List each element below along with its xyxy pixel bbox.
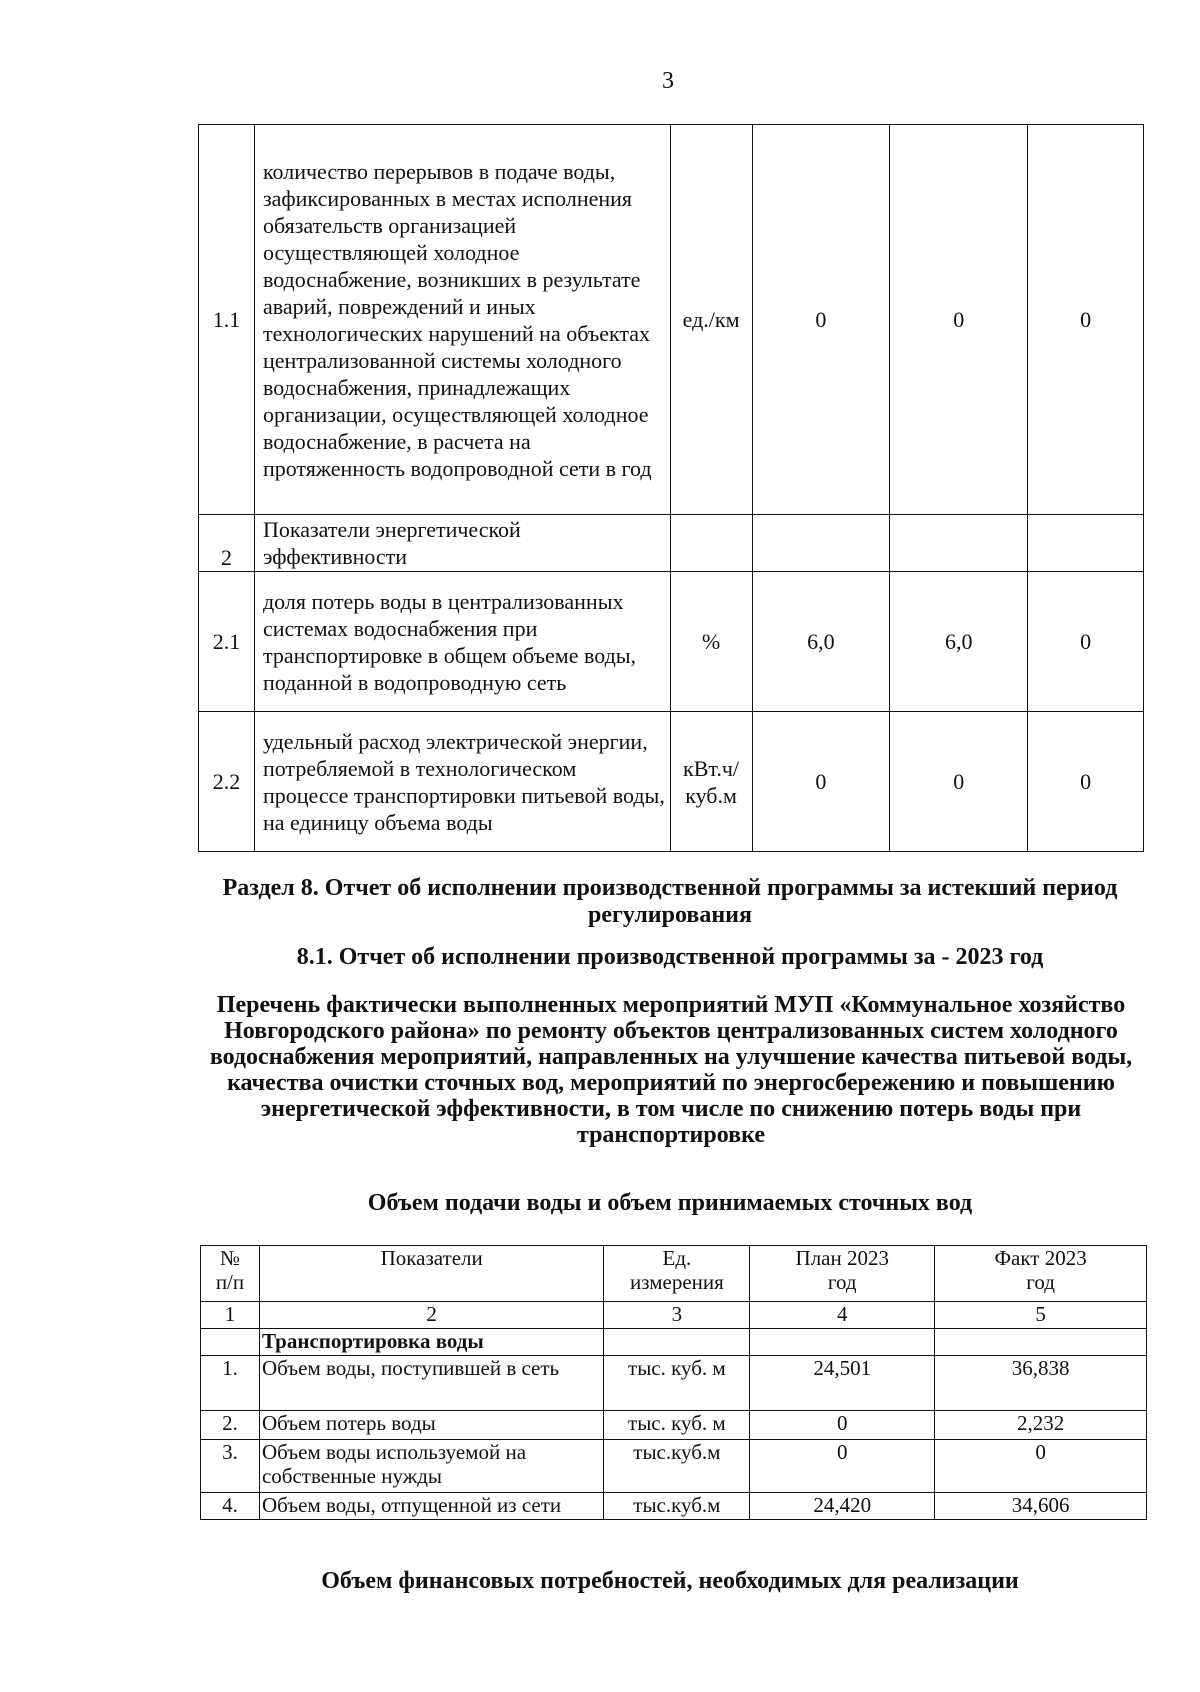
column-number: 2 [259, 1302, 603, 1329]
value-cell: 0 [752, 125, 890, 515]
section-8-title: Раздел 8. Отчет об исполнении производственной программы за истекший период регулирования [222, 875, 1118, 928]
column-number-row [201, 1302, 1147, 1329]
unit-cell: тыс.куб.м [604, 1493, 750, 1520]
value-cell [890, 515, 1028, 572]
plan-value: 24,501 [750, 1356, 935, 1411]
row-number: 4. [201, 1493, 260, 1520]
value-cell: 0 [752, 712, 890, 852]
value-cell [1028, 515, 1144, 572]
table-row [199, 515, 1144, 572]
table-row [201, 1440, 1147, 1493]
unit-cell: % [670, 572, 752, 712]
value-cell: 6,0 [752, 572, 890, 712]
indicator-label: Объем воды используемой на собственные нужды [259, 1440, 603, 1493]
finance-title: Объем финансовых потребностей, необходимых для реализации [321, 1568, 1019, 1594]
unit-cell [670, 515, 752, 572]
fact-value: 0 [935, 1440, 1147, 1493]
water-volume-title: Объем подачи воды и объем принимаемых сточных вод [367, 1190, 973, 1216]
unit-cell: кВт.ч/куб.м [670, 712, 752, 852]
row-number: 2.2 [199, 712, 255, 852]
table-header-row [201, 1246, 1147, 1302]
indicator-text: Показатели энергетической эффективности [254, 515, 670, 572]
measures-list-title: Перечень фактически выполненных мероприятий МУП «Коммунальное хозяйство Новгородского района» по ремонту объектов централизованных систем холодного водоснабжения мероприятий, направленных на улучшение качества питьевой воды, качества очистки сточных вод, мероприятий по энергосбережению и повышению энергетической эффективности, в том числе по снижению потерь воды при транспортировке [209, 992, 1133, 1148]
table-row [201, 1356, 1147, 1411]
column-number: 4 [750, 1302, 935, 1329]
indicator-label: Объем воды, поступившей в сеть [259, 1356, 603, 1411]
fact-value: 34,606 [935, 1493, 1147, 1520]
value-cell: 0 [890, 712, 1028, 852]
header-num: № п/п [201, 1246, 260, 1302]
indicator-label: Объем воды, отпущенной из сети [259, 1493, 603, 1520]
header-plan: План 2023 год [750, 1246, 935, 1302]
column-number: 3 [604, 1302, 750, 1329]
value-cell: 6,0 [890, 572, 1028, 712]
section-row [201, 1329, 1147, 1356]
plan-value: 0 [750, 1411, 935, 1440]
row-number: 2. [201, 1411, 260, 1440]
row-number: 2.1 [199, 572, 255, 712]
indicator-label: Объем потерь воды [259, 1411, 603, 1440]
indicator-text: доля потерь воды в централизованных системах водоснабжения при транспортировке в общем объеме воды, поданной в водопроводную сеть [254, 572, 670, 712]
table-row [201, 1411, 1147, 1440]
section-label: Транспортировка воды [259, 1329, 603, 1356]
plan-value: 24,420 [750, 1493, 935, 1520]
fact-value: 2,232 [935, 1411, 1147, 1440]
header-indicator: Показатели [259, 1246, 603, 1302]
unit-cell: тыс. куб. м [604, 1356, 750, 1411]
value-cell: 0 [890, 125, 1028, 515]
table-row [199, 572, 1144, 712]
table-row [199, 125, 1144, 515]
plan-value: 0 [750, 1440, 935, 1493]
value-cell: 0 [1028, 125, 1144, 515]
column-number: 1 [201, 1302, 260, 1329]
water-volume-table [200, 1245, 1147, 1520]
row-number: 1. [201, 1356, 260, 1411]
indicator-text: количество перерывов в подаче воды, зафиксированных в местах исполнения обязательств организацией осуществляющей холодное водоснабжение, возникших в результате аварий, повреждений и иных технологических нарушений на объектах централизованной системы холодного водоснабжения, принадлежащих организации, осуществляющей холодное водоснабжение, в расчета на протяженность водопроводной сети в год [254, 125, 670, 515]
unit-cell: тыс.куб.м [604, 1440, 750, 1493]
value-cell [752, 515, 890, 572]
section-8-1-title: 8.1. Отчет об исполнении производственной программы за - 2023 год [296, 944, 1044, 970]
table-row [201, 1493, 1147, 1520]
indicator-text: удельный расход электрической энергии, потребляемой в технологическом процессе транспортировки питьевой воды, на единицу объема воды [254, 712, 670, 852]
table-row [199, 712, 1144, 852]
column-number: 5 [935, 1302, 1147, 1329]
row-number: 2 [199, 515, 255, 572]
header-unit: Ед. измерения [604, 1246, 750, 1302]
fact-value: 36,838 [935, 1356, 1147, 1411]
value-cell: 0 [1028, 572, 1144, 712]
row-number: 3. [201, 1440, 260, 1493]
indicators-table [198, 124, 1144, 852]
value-cell: 0 [1028, 712, 1144, 852]
row-number: 1.1 [199, 125, 255, 515]
page-number: 3 [662, 68, 674, 94]
header-fact: Факт 2023 год [935, 1246, 1147, 1302]
unit-cell: тыс. куб. м [604, 1411, 750, 1440]
unit-cell: ед./км [670, 125, 752, 515]
